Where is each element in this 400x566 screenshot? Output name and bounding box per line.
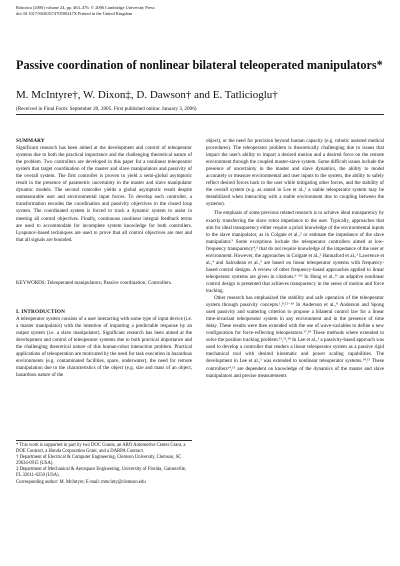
footnote: Corresponding author: M. McIntyre; E-mail: mmcinty@clemson.edu [16, 479, 146, 485]
summary-heading: SUMMARY [16, 138, 45, 144]
body-paragraph: The emphasis of some previous related research is to achieve ideal transparency by exactly transferring the slave robot impedance to the user. Typically, approaches that aim for ideal transparency either require a priori knowledge of the environmental inputs to the slave manipulator, as in Colgate et al.,² or estimate the impedance of the slave manipulator.³ Some exceptions include the teleoperator controllers aimed at low-frequency transparency⁴,⁵ that do not require knowledge of the impedance of the user or environment. However, the approaches in Colgate et al.,² Hannaford et al.,³ Lawrence et al.,⁴ and Salcudean et al.,⁵ are based on linear teleoperator systems with frequency-based control designs. A review of other frequency-based approaches applied to linear teleoperator systems are given in citations.⁶⁻¹⁰ In Hung et al.,¹¹ an adaptive nonlinear control design is presented that achieves transparency in the sense of motion and force tracking. [206, 210, 384, 294]
paper-title: Passive coordination of nonlinear bilateral teleoperated manipulators* [16, 58, 383, 72]
introduction-text: A teleoperator system consists of a user interacting with some type of input device (i.e. a master manipulator) with the intention of imparting a predictable response by an output system (i.e. a slave manipulator). Significant research has been aimed at the development and control of teleoperator systems due to both practical importance and the challenging theoretical nature of this human-robot interaction problem. Practical applications of teleoperation are motivated by the need for task execution in hazardous environments (e.g. contaminated facilities, space, underwater), the need for remote manipulation due to the characteristics of the object (e.g. size and mass of an object, hazardous nature of the [16, 316, 192, 379]
summary-text: Significant research has been aimed at the development and control of teleoperator systems due to both the practical importance and the challenging theoretical nature of the problem. Two controllers are developed in this paper for a nonlinear teleoperator system that target coordination of the master and slave manipulators and passivity of the overall system. The first controller is proven to yield a semi-global asymptotic result in the presence of parametric uncertainty in the master and slave manipulator dynamic models. The second controller yields a global asymptotic result despite unmeasurable user and environmental input forces. To develop each controller, a transformation encodes the coordination and passivity objectives in the closed loop system. The coordinated system is forced to track a dynamic system to assist in meeting all control objectives. Finally, continuous nonlinear integral feedback terms are used to accommodate for incomplete system knowledge for both controllers. Lyapunov-based techniques are used to prove that all control objectives are met and that all signals are bounded. [16, 145, 192, 243]
journal-citation: Robotica (2006) volume 24, pp. 463–476. © 2006 Cambridge University Press [16, 5, 155, 10]
header-divider [16, 114, 384, 115]
right-column [206, 138, 384, 380]
footnote: * This work is supported in part by two DOC Grants, an ARO Automotive Center Grant, a DOE Contract, a Honda Corporation Grant, and a DARPA Contract. [16, 443, 186, 455]
body-paragraph: Other research has emphasized the stability and safe operation of the teleoperator system through passivity concepts.¹,⁸,¹²⁻¹⁸ In Anderson et al.,⁸ Anderson and Spong used passivity and scattering criterion to propose a bilateral control law for a linear time-invariant teleoperator system in any environment and in the presence of time delay. These results were then extended with the use of wave-variables to define a new configuration for force-reflecting teleoperators.¹⁷,¹⁸ These methods where extended to solve the position tracking problem.¹²,¹³,¹⁸ In Lee et al.,¹ a passivity-based approach was used to develop a controller that renders a linear teleoperator system as a passive rigid mechanical tool with desired kinematic and power scaling capabilities. The development in Lee et al.,¹ was extended to nonlinear teleoperator systems.¹⁴,¹⁵ These controllers¹⁴,¹⁵ are dependent on knowledge of the dynamics of the master and slave manipulators and precise measurements [206, 295, 384, 379]
footnote: ‡ Department of Mechanical & Aerospace Engineering, University of Florida, Gainesville, FL 32611-6250 (USA). [16, 467, 187, 479]
journal-header [16, 5, 316, 17]
body-paragraph: object), or the need for precision beyond human capacity (e.g. robotic assisted medical procedures). The teleoperator problem is theoretically challenging due to issues that impact the user's ability to impart a desired motion and a desired force on the remote environment through the coupled master-slave system. Some difficult issues include the presence of uncertainty in the master and slave dynamics, the ability to model accurately or measure environmental and user inputs to the system, the ability to safely reflect desired forces back to the user while mitigating other forces, and the stability of the overall system (e.g. as stated in Lee et al.,¹ a stable teleoperator system may be destabilized when interacting with a stable environment due to coupling between the systems). [206, 138, 384, 208]
footnote-divider [16, 440, 192, 441]
author-list: M. McIntyre†, W. Dixon‡, D. Dawson† and E. Tatlicioglu† [16, 89, 278, 101]
received-date: (Received in Final Form: September 20, 2005. First published online: January 3, 2006) [16, 106, 197, 112]
introduction-heading: I. INTRODUCTION [16, 309, 66, 315]
footnote: † Department of Electrical & Computer Engineering, Clemson University, Clemson, SC 29634-0915 (USA). [16, 455, 182, 467]
footnotes [16, 443, 192, 486]
summary-section [16, 138, 192, 244]
journal-doi: doi:10.1017/S026357470500247X Printed in the United Kingdom [16, 11, 133, 16]
keywords: KEYWORDS: Teleoperated manipulators; Passive coordination; Controllers. [16, 280, 172, 286]
introduction-section [16, 309, 192, 379]
